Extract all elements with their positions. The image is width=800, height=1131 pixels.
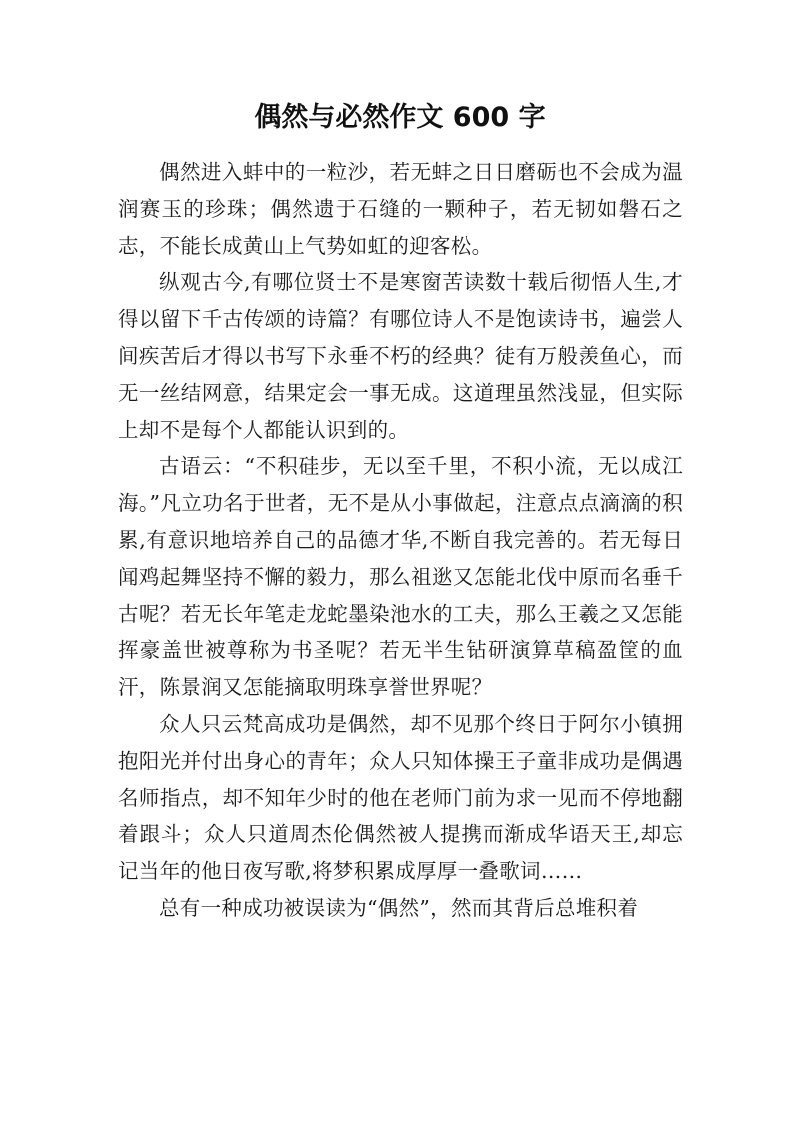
document-body [118, 154, 683, 927]
paragraph-4: 众人只云梵高成功是偶然，却不见那个终日于阿尔小镇拥抱阳光并付出身心的青年；众人只知体操王子童非成功是偶遇名师指点，却不知年少时的他在老师门前为求一见而不停地翻着跟斗；众人只道周杰伦偶然被人提携而渐成华语天王,却忘记当年的他日夜写歌,将梦积累成厚厚一叠歌词…… [118, 711, 683, 884]
paragraph-3: 古语云：“不积硅步，无以至千里，不积小流，无以成江海。”凡立功名于世者，无不是从小事做起，注意点点滴滴的积累,有意识地培养自己的品德才华,不断自我完善的。若无每日闻鸡起舞坚持不懈的毅力，那么祖逖又怎能北伐中原而名垂千古呢？若无长年笔走龙蛇墨染池水的工夫，那么王羲之又怎能挥豪盖世被尊称为书圣呢？若无半生钻研演算草稿盈筐的血汗，陈景润又怎能摘取明珠享誉世界呢？ [118, 454, 683, 700]
document-title: 偶然与必然作文 600 字 [254, 102, 546, 133]
paragraph-1: 偶然进入蚌中的一粒沙，若无蚌之日日磨砺也不会成为温润赛玉的珍珠；偶然遗于石缝的一颗种子，若无韧如磐石之志，不能长成黄山上气势如虹的迎客松。 [118, 160, 683, 258]
paragraph-2: 纵观古今,有哪位贤士不是寒窗苦读数十载后彻悟人生,才得以留下千古传颂的诗篇？有哪位诗人不是饱读诗书，遍尝人间疾苦后才得以书写下永垂不朽的经典？徒有万般羡鱼心，而无一丝结网意，结果定会一事无成。这道理虽然浅显，但实际上却不是每个人都能认识到的。 [118, 270, 683, 442]
paragraph-5: 总有一种成功被误读为“偶然”，然而其背后总堆积着 [159, 895, 639, 920]
